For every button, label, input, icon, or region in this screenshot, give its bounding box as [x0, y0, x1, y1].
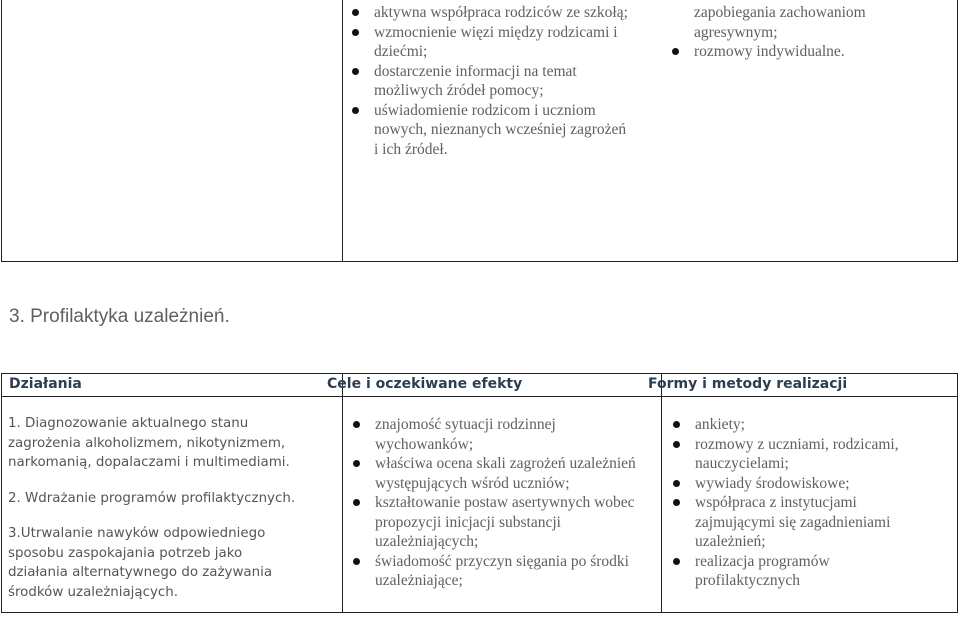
bullet-icon: [352, 9, 359, 16]
action-item: 2. Wdrażanie programów profilaktycznych.: [8, 490, 296, 506]
list-item: świadomość przyczyn sięgania po środki uzależniające;: [350, 552, 640, 591]
list-item: znajomość sytuacji rodzinnej wychowanków;: [350, 415, 640, 454]
goals-list: [350, 415, 640, 591]
list-item: aktywna współpraca rodziców ze szkołą;: [349, 3, 634, 23]
actions-cell: [8, 414, 300, 618]
bullet-icon: [352, 107, 359, 114]
list-item: właściwa ocena skali zagrożeń uzależnień występujących wśród uczniów;: [350, 454, 640, 493]
list-item: uświadomienie rodzicom i uczniom nowych, nieznanych wcześniej zagrożeń i ich źródeł.: [349, 101, 634, 160]
bullet-icon: [353, 499, 360, 506]
bullet-icon: [673, 480, 680, 487]
bullet-icon: [673, 558, 680, 565]
bullet-icon: [672, 48, 679, 55]
column-divider: [342, 374, 343, 612]
bullet-icon: [352, 68, 359, 75]
section-heading: 3. Profilaktyka uzależnień.: [9, 306, 230, 327]
bullet-icon: [353, 421, 360, 428]
bullet-icon: [673, 441, 680, 448]
list-item: kształtowanie postaw asertywnych wobec propozycji inicjacji substancji uzależniających;: [350, 493, 640, 552]
bullet-icon: [353, 460, 360, 467]
top-col1-list: [349, 3, 634, 159]
list-item: wzmocnienie więzi między rodzicami i dziećmi;: [349, 23, 634, 62]
list-item: realizacja programów profilaktycznych: [670, 552, 920, 591]
list-item: dostarczenie informacji na temat możliwych źródeł pomocy;: [349, 62, 634, 101]
header-forms: Formy i metody realizacji: [648, 376, 848, 392]
list-item-continuation: zapobiegania zachowaniom agresywnym;: [694, 4, 866, 41]
list-item: współpraca z instytucjami zajmującymi się zagadnieniami uzależnień;: [670, 493, 920, 552]
top-col2-list: [669, 3, 909, 62]
bullet-icon: [673, 421, 680, 428]
column-divider: [342, 0, 343, 261]
list-item: wywiady środowiskowe;: [670, 474, 920, 494]
header-divider: [2, 396, 957, 397]
list-item: rozmowy z uczniami, rodzicami, nauczycielami;: [670, 435, 920, 474]
list-item: rozmowy indywidualne.: [669, 42, 909, 62]
bullet-icon: [352, 29, 359, 36]
list-item: ankiety;: [670, 415, 920, 435]
action-item: 3.Utrwalanie nawyków odpowiedniego sposobu zaspokajania potrzeb jako działania alternatywnego do zażywania środków uzależniających.: [8, 526, 273, 600]
column-divider: [661, 374, 662, 612]
header-goals: Cele i oczekiwane efekty: [327, 376, 523, 392]
forms-list: [670, 415, 920, 591]
bullet-icon: [353, 558, 360, 565]
bullet-icon: [673, 499, 680, 506]
action-item: 1. Diagnozowanie aktualnego stanu zagrożenia alkoholizmem, nikotynizmem, narkomanią, dopalaczami i multimediami.: [8, 416, 290, 470]
header-actions: Działania: [9, 376, 82, 392]
